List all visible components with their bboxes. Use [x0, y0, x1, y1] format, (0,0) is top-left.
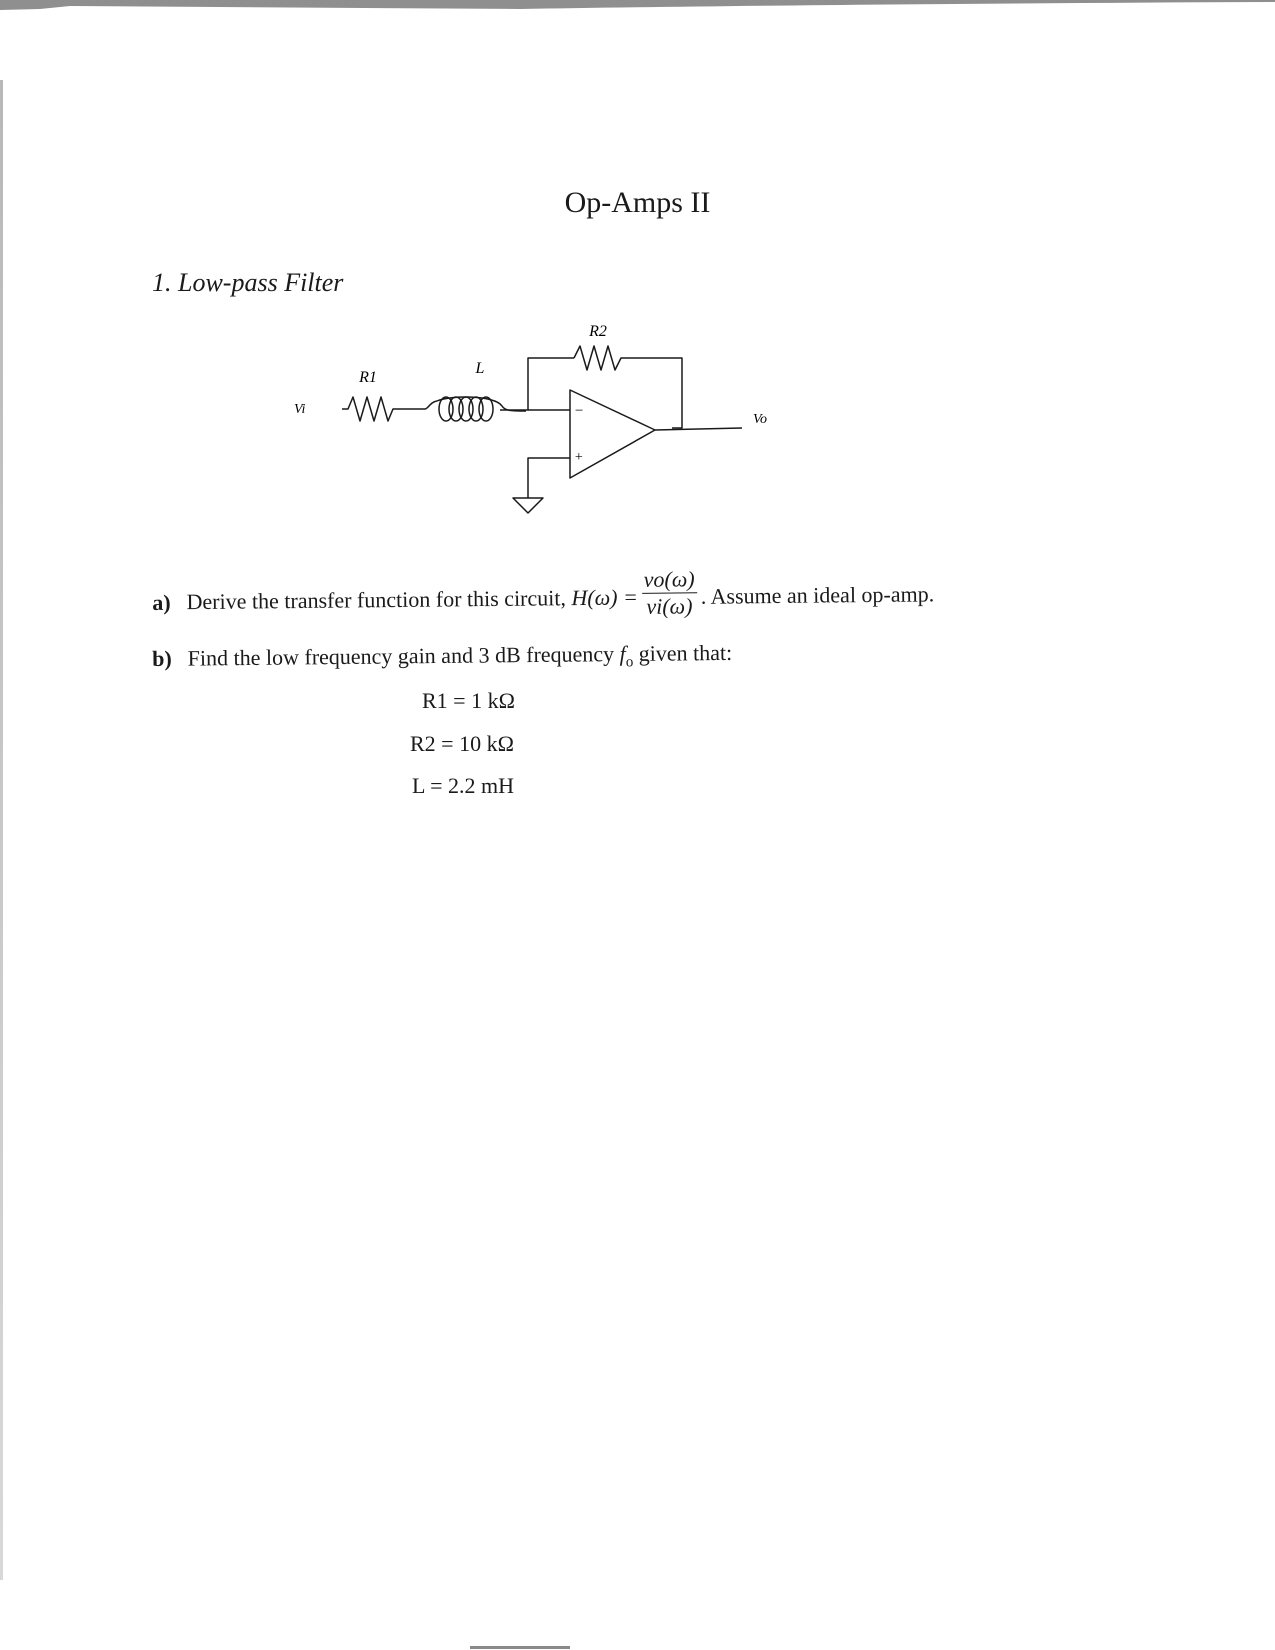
- label-vo: Vo: [753, 412, 767, 427]
- fraction-denominator: vi(ω): [646, 593, 693, 619]
- resistor-r2: [574, 346, 682, 428]
- inductor-l: [437, 397, 526, 421]
- wire-output: [655, 428, 742, 430]
- fraction-numerator: vo(ω): [642, 566, 697, 594]
- question-b: [152, 640, 732, 676]
- label-r1: R1: [359, 369, 377, 386]
- page-title: Op-Amps II: [564, 186, 711, 219]
- label-vi: Vi: [294, 402, 306, 417]
- circuit-diagram: [290, 320, 800, 535]
- question-b-label: b): [152, 645, 172, 671]
- scan-edge-top: [0, 0, 1275, 14]
- wire-r1-l: [403, 401, 437, 409]
- question-a-text: Derive the transfer function for this circuit,: [186, 585, 567, 615]
- question-b-text-after: given that:: [638, 639, 733, 666]
- section-number: 1.: [152, 268, 172, 297]
- cutoff-frequency-symbol: $f_o$: [619, 641, 634, 671]
- question-a-text-after: . Assume an ideal op-amp.: [700, 581, 935, 609]
- transfer-function-fraction: [642, 566, 698, 620]
- label-r2: R2: [589, 323, 607, 340]
- scan-edge-bottom: [470, 1646, 570, 1649]
- label-l: L: [475, 360, 485, 377]
- transfer-function-symbol: H(ω) =: [571, 584, 638, 611]
- section-heading: [152, 268, 343, 298]
- wire-inverting-input: [500, 358, 574, 410]
- given-r2: R2 = 10 kΩ: [410, 731, 514, 756]
- given-l: L = 2.2 mH: [412, 773, 515, 798]
- label-minus: −: [574, 403, 585, 419]
- given-r1: R1 = 1 kΩ: [422, 688, 515, 713]
- resistor-r1: [342, 397, 403, 421]
- section-title: Low-pass Filter: [178, 268, 344, 297]
- question-a: [152, 566, 935, 631]
- question-a-label: a): [152, 589, 171, 615]
- label-plus: +: [574, 450, 584, 465]
- question-b-text: Find the low frequency gain and 3 dB frequency: [187, 641, 615, 671]
- ground-symbol: [513, 498, 543, 513]
- wire-plus-to-ground: [528, 458, 570, 498]
- scan-edge-left: [0, 80, 3, 1580]
